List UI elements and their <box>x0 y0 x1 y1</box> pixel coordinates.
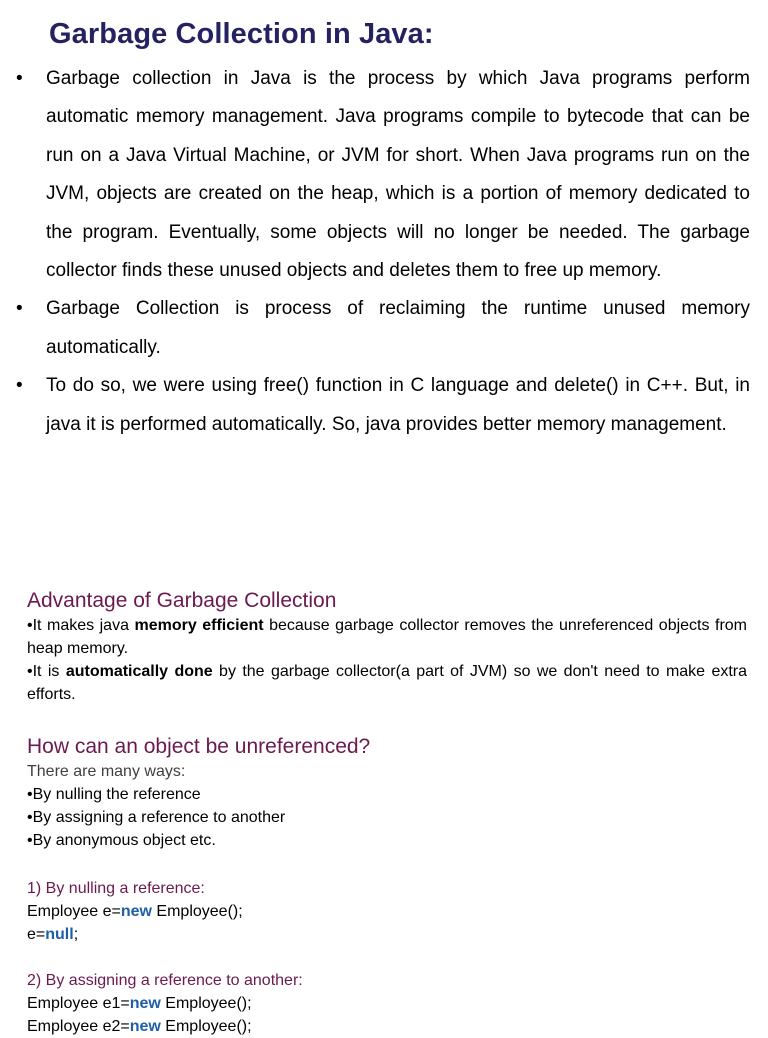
bold-memory-efficient: memory efficient <box>134 617 264 634</box>
advantage-section <box>27 588 747 706</box>
keyword-new: new <box>129 1018 161 1035</box>
advantage-item-automatically-done: •It is automatically done by the garbage collector(a part of JVM) so we don't need to make extra efforts. <box>27 663 748 703</box>
advantage-item-memory-efficient: •It makes java memory efficient because garbage collector removes the unreferenced objects from heap memory. <box>27 617 747 657</box>
bullet-item-gc-definition: • Garbage collection in Java is the process by which Java programs perform automatic memory management. Java programs compile to bytecode that can be run on a Java Virtual Machine, or JVM for short. When Java programs run on the JVM, objects are created on the heap, which is a portion of memory dedicated to the program. Eventually, some objects will no longer be needed. The garbage collector finds these unused objects and deletes them to free up memory. <box>46 60 750 290</box>
example-assigning-section <box>27 969 747 1038</box>
example-nulling-heading: 1) By nulling a reference: <box>27 880 205 897</box>
keyword-null: null <box>45 926 74 943</box>
way-anonymous: •By anonymous object etc. <box>27 832 216 849</box>
way-nulling: •By nulling the reference <box>27 786 201 803</box>
code-line: Employee e=new Employee(); <box>27 903 243 920</box>
bullet-item-free-delete: • To do so, we were using free() function in C language and delete() in C++. But, in java it is performed automatically. So, java provides better memory management. <box>46 367 750 444</box>
bold-automatically-done: automatically done <box>65 663 213 680</box>
unreferenced-section <box>27 734 747 852</box>
page-title: Garbage Collection in Java: <box>49 18 434 50</box>
advantage-heading: Advantage of Garbage Collection <box>27 589 337 612</box>
bullet-list <box>0 60 768 444</box>
bullet-item-reclaiming-memory: • Garbage Collection is process of reclaiming the runtime unused memory automatically. <box>46 290 750 367</box>
example-assigning-heading: 2) By assigning a reference to another: <box>27 972 303 989</box>
code-line: e=null; <box>27 926 79 943</box>
unreferenced-heading: How can an object be unreferenced? <box>27 735 371 758</box>
keyword-new: new <box>129 995 161 1012</box>
unreferenced-intro: There are many ways: <box>27 763 186 780</box>
example-nulling-section <box>27 877 747 946</box>
code-line: Employee e1=new Employee(); <box>27 995 252 1012</box>
keyword-new: new <box>120 903 152 920</box>
way-assigning: •By assigning a reference to another <box>27 809 286 826</box>
code-line: Employee e2=new Employee(); <box>27 1018 252 1035</box>
